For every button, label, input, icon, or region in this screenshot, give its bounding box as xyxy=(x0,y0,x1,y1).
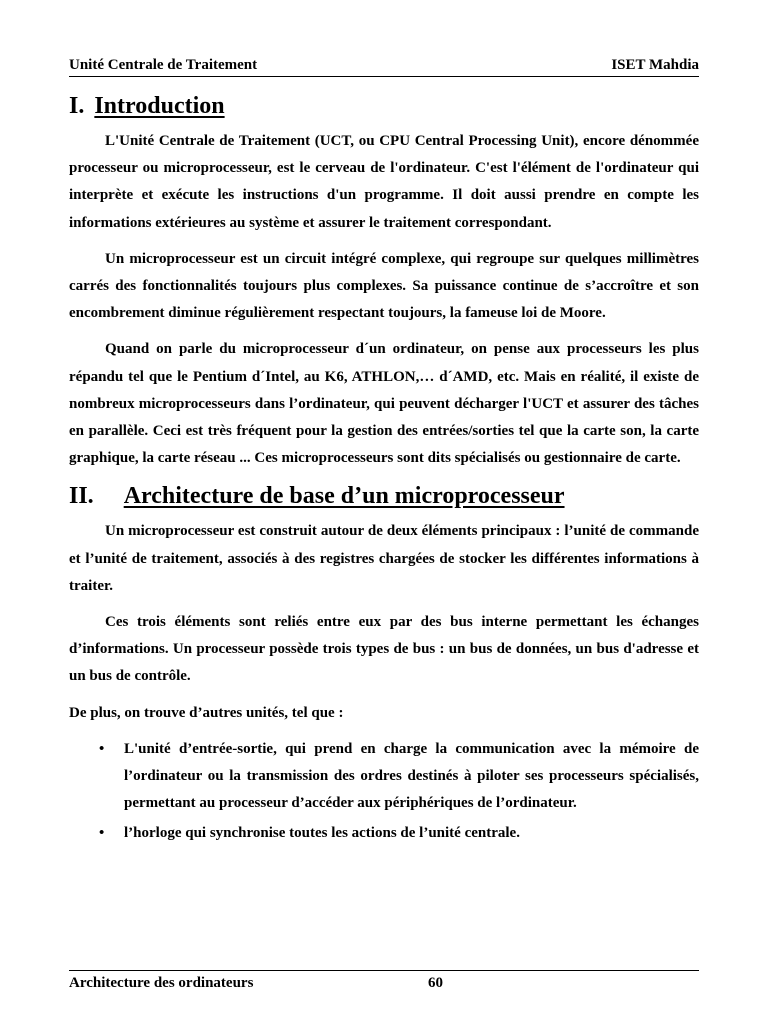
bullet-icon: • xyxy=(99,740,105,757)
page-number: 60 xyxy=(428,975,443,991)
section-1-heading xyxy=(69,90,699,122)
paragraph: Ces trois éléments sont reliés entre eux par des bus interne permettant les échanges d’informations. Un processeur possède trois types de bus : un bus de données, un bus d'adresse et un bus de contrôle. xyxy=(69,614,699,685)
list-item-text: l’horloge qui synchronise toutes les actions de l’unité centrale. xyxy=(124,825,520,842)
section-1-number: I. xyxy=(69,93,85,119)
section-2-heading xyxy=(69,480,699,512)
section-2-number: II. xyxy=(69,483,94,510)
paragraph: L'Unité Centrale de Traitement (UCT, ou CPU Central Processing Unit), encore dénommée processeur ou microprocesseur, est le cerveau de l'ordinateur. C'est l'élément de l'ordinateur qui interprète et exécute les instructions d'un programme. Il doit aussi prendre en compte les informations extérieures au système et assurer le traitement correspondant. xyxy=(69,133,699,231)
bullet-list xyxy=(69,736,699,848)
page-footer xyxy=(69,970,699,997)
list-item xyxy=(69,736,699,818)
page-header xyxy=(69,52,699,77)
paragraph: Quand on parle du microprocesseur d´un ordinateur, on pense aux processeurs les plus répandu tel que le Pentium d´Intel, au K6, ATHLON,… d´AMD, etc. Mais en réalité, il existe de nombreux microprocesseurs dans l’ordinateur, qui peuvent décharger l'UCT et assurer des tâches en parallèle. Ceci est très fréquent pour la gestion des entrées/sorties tel que la carte son, la carte graphique, la carte réseau ... Ces microprocesseurs sont dits spécialisés ou gestionnaire de carte. xyxy=(69,341,699,467)
paragraph: Un microprocesseur est construit autour de deux éléments principaux : l’unité de commande et l’unité de traitement, associés à des registres chargées de stocker les différentes informations à traiter. xyxy=(69,523,699,594)
paragraph: Un microprocesseur est un circuit intégré complexe, qui regroupe sur quelques millimètres carrés des fonctionnalités toujours plus complexes. Sa puissance continue de s’accroître et son encombrement diminue régulièrement respectant toujours, la fameuse loi de Moore. xyxy=(69,250,699,322)
footer-course-title: Architecture des ordinateurs xyxy=(69,975,254,991)
bullet-icon: • xyxy=(99,825,105,842)
list-item-text: L'unité d’entrée-sortie, qui prend en charge la communication avec la mémoire de l’ordinateur ou la transmission des ordres destinés à piloter ses processeurs spécialisés, permettant au processeur d’accéder aux périphériques de l’ordinateur. xyxy=(124,740,699,812)
section-2-title: Architecture de base d’un microprocesseur xyxy=(123,483,565,510)
list-lead: De plus, on trouve d’autres unités, tel que : xyxy=(69,704,344,721)
header-left-title: Unité Centrale de Traitement xyxy=(69,57,258,73)
section-1-title: Introduction xyxy=(94,93,225,119)
list-item xyxy=(69,820,699,847)
header-right-institution: ISET Mahdia xyxy=(611,57,699,73)
page-content xyxy=(69,90,699,848)
